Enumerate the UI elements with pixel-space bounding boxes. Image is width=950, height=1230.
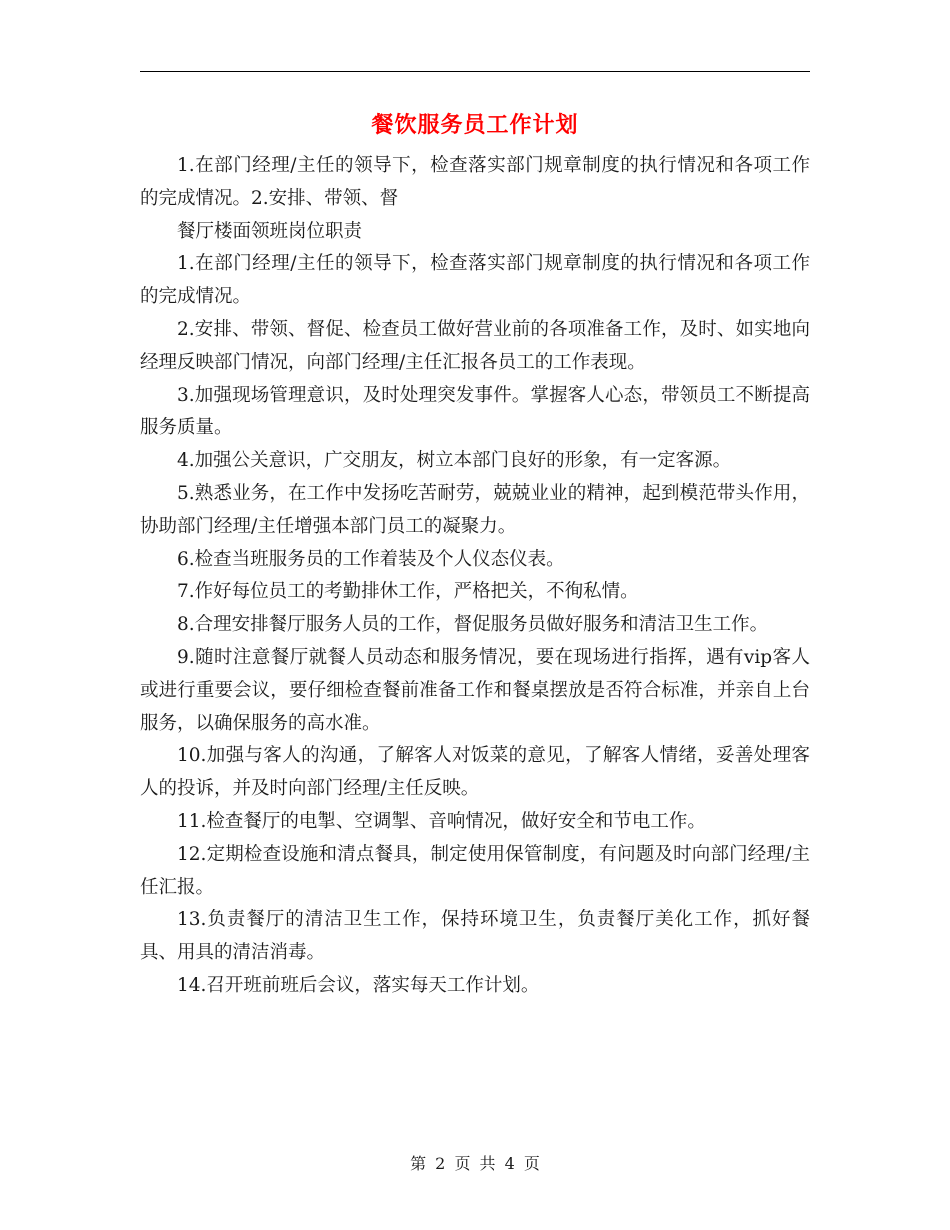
duty-item: 7.作好每位员工的考勤排休工作，严格把关，不徇私情。 bbox=[177, 581, 639, 603]
duty-item: 12.定期检查设施和清点餐具，制定使用保管制度，有问题及时向部门经理/主任汇报。 bbox=[140, 843, 810, 898]
section-heading: 餐厅楼面领班岗位职责 bbox=[177, 220, 363, 242]
duty-item: 9.随时注意餐厅就餐人员动态和服务情况，要在现场进行指挥，遇有vip客人或进行重要会议，要仔细检查餐前准备工作和餐桌摆放是否符合标准，并亲自上台服务，以确保服务的高水准。 bbox=[140, 646, 810, 734]
duty-item: 14.召开班前班后会议，落实每天工作计划。 bbox=[177, 974, 540, 996]
document-body bbox=[140, 150, 810, 1003]
duty-item: 2.安排、带领、督促、检查员工做好营业前的各项准备工作，及时、如实地向经理反映部门情况，向部门经理/主任汇报各员工的工作表现。 bbox=[140, 318, 810, 373]
duty-item: 3.加强现场管理意识，及时处理突发事件。掌握客人心态，带领员工不断提高服务质量。 bbox=[140, 384, 810, 439]
document-title: 餐饮服务员工作计划 bbox=[371, 112, 579, 138]
duty-item: 13.负责餐厅的清洁卫生工作，保持环境卫生，负责餐厅美化工作，抓好餐具、用具的清洁消毒。 bbox=[140, 909, 810, 964]
duty-item: 1.在部门经理/主任的领导下，检查落实部门规章制度的执行情况和各项工作的完成情况。 bbox=[140, 253, 810, 308]
duty-item: 4.加强公关意识，广交朋友，树立本部门良好的形象，有一定客源。 bbox=[177, 450, 732, 472]
duty-item: 5.熟悉业务，在工作中发扬吃苦耐劳，兢兢业业的精神，起到模范带头作用，协助部门经理/主任增强本部门员工的凝聚力。 bbox=[140, 482, 810, 537]
duty-item: 11.检查餐厅的电掣、空调掣、音响情况，做好安全和节电工作。 bbox=[177, 810, 706, 832]
duty-item: 6.检查当班服务员的工作着装及个人仪态仪表。 bbox=[177, 548, 565, 570]
header-rule bbox=[140, 71, 810, 72]
paragraph-intro: 1.在部门经理/主任的领导下，检查落实部门规章制度的执行情况和各项工作的完成情况。2.安排、带领、督 bbox=[140, 155, 810, 209]
page-number-footer: 第 2 页 共 4 页 bbox=[410, 1154, 540, 1173]
duty-item: 10.加强与客人的沟通，了解客人对饭菜的意见，了解客人情绪，妥善处理客人的投诉，并及时向部门经理/主任反映。 bbox=[140, 745, 810, 800]
duty-item: 8.合理安排餐厅服务人员的工作，督促服务员做好服务和清洁卫生工作。 bbox=[177, 614, 769, 636]
